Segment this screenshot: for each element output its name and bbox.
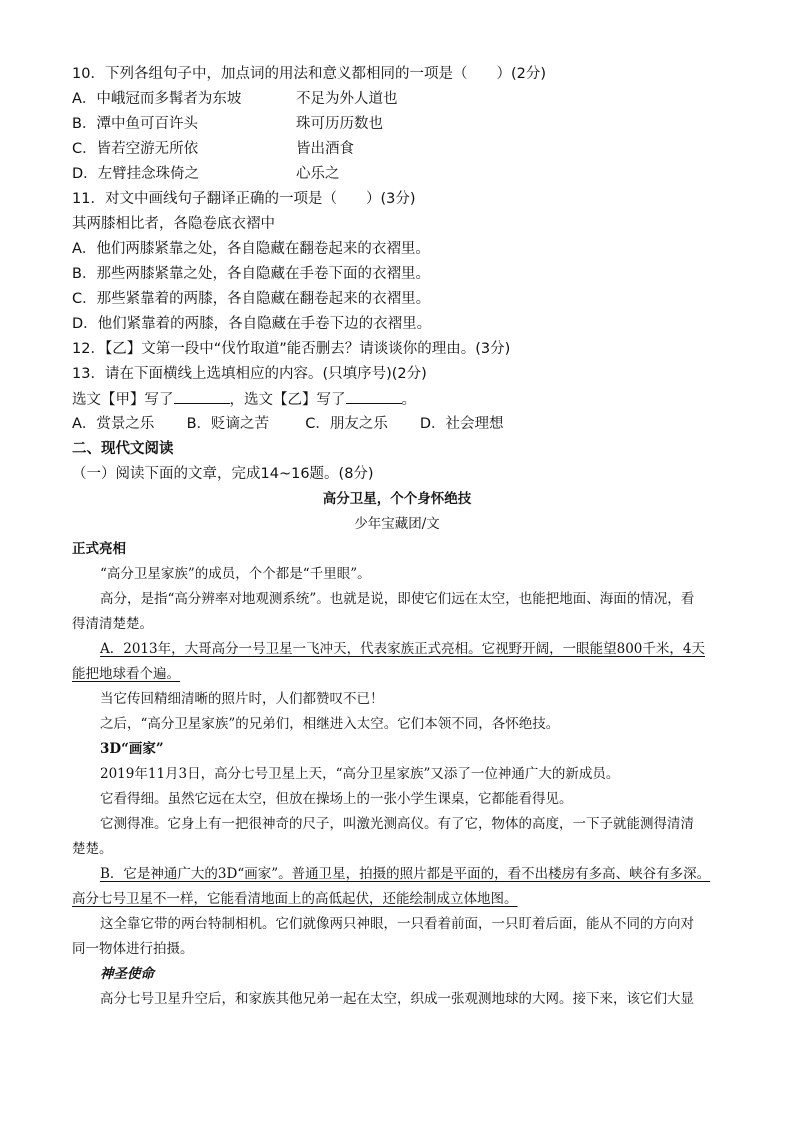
q10-option-c — [72, 139, 354, 159]
q10-option-d — [72, 164, 340, 184]
q11-option-d: D．他们紧靠着的两膝，各自隐藏在手卷下边的衣褶里。 — [72, 316, 432, 332]
option-a-right: 不足为外人道也 — [296, 91, 398, 107]
answer-blank-1[interactable] — [174, 389, 230, 404]
fill-text-1: 选文【甲】写了 — [72, 392, 174, 408]
section-heading: 二、现代文阅读 — [72, 441, 174, 457]
option-b-right: 珠可历历数也 — [296, 116, 383, 132]
choice-c: C．朋友之乐 — [305, 416, 388, 432]
option-b-left: B．潭中鱼可百许头 — [72, 116, 198, 132]
q13-choices — [72, 414, 504, 434]
fill-text-2: ，选文【乙】写了 — [229, 392, 346, 408]
subheading-mission: 神圣使命 — [100, 966, 154, 982]
underlined-paragraph-a: A．2013年，大哥高分一号卫星一飞冲天，代表家族正式亮相。它视野开阔，一眼能望800千米，4天 — [100, 641, 705, 657]
paragraph: 当它传回精细清晰的照片时，人们都赞叹不已！ — [100, 691, 384, 707]
paragraph-cont: 同一物体进行拍摄。 — [72, 941, 194, 957]
underlined-paragraph-b-cont: 高分七号卫星不一样，它能看清地面上的高低起伏，还能绘制成立体地图。 — [72, 891, 518, 907]
paragraph: 它测得准。它身上有一把很神奇的尺子，叫激光测高仪。有了它，物体的高度，一下子就能测得清清 — [100, 816, 694, 832]
option-c-left: C．皆若空游无所依 — [72, 141, 199, 157]
choice-d: D．社会理想 — [419, 416, 504, 432]
answer-blank-2[interactable] — [346, 389, 402, 404]
q11-option-a: A．他们两膝紧靠之处，各自隐藏在翻卷起来的衣褶里。 — [72, 241, 430, 257]
paragraph-cont: 得清清楚楚。 — [72, 616, 153, 632]
article-author: 少年宝藏团/文 — [354, 516, 440, 532]
paragraph: “高分卫星家族”的成员，个个都是“千里眼”。 — [100, 566, 371, 582]
paragraph: 这全靠它带的两台特制相机。它们就像两只神眼，一只看着前面，一只盯着后面，能从不同的方向对 — [100, 916, 694, 932]
option-d-left: D．左臂挂念珠倚之 — [72, 166, 200, 182]
q10-stem: 10．下列各组句子中，加点词的用法和意义都相同的一项是（ ）(2分) — [72, 66, 546, 82]
q13-stem: 13．请在下面横线上选填相应的内容。(只填序号)(2分) — [72, 366, 427, 382]
article-title: 高分卫星，个个身怀绝技 — [322, 491, 472, 507]
q10-option-a — [72, 89, 398, 109]
option-a-left: A．中峨冠而多髯者为东坡 — [72, 91, 242, 107]
option-d-right: 心乐之 — [296, 166, 340, 182]
fill-text-end: 。 — [401, 392, 416, 408]
q13-fill-line — [72, 389, 416, 410]
subheading-3d-painter: 3D“画家” — [100, 741, 164, 757]
paragraph: 2019年11月3日，高分七号卫星上天，“高分卫星家族”又添了一位神通广大的新成员。 — [100, 766, 620, 782]
choice-a: A．赏景之乐 — [72, 416, 155, 432]
paragraph: 之后，“高分卫星家族”的兄弟们，相继进入太空。它们本领不同，各怀绝技。 — [100, 716, 560, 732]
q11-option-b: B．那些两膝紧靠之处，各自隐藏在手卷下面的衣褶里。 — [72, 266, 430, 282]
choice-b: B．贬谪之苦 — [186, 416, 270, 432]
q11-option-c: C．那些紧靠着的两膝，各自隐藏在翻卷起来的衣褶里。 — [72, 291, 431, 307]
paragraph: 高分，是指“高分辨率对地观测系统”。也就是说，即使它们远在太空，也能把地面、海面的情况，看 — [100, 591, 695, 607]
subheading-debut: 正式亮相 — [72, 541, 126, 557]
paragraph: 高分七号卫星升空后，和家族其他兄弟一起在太空，织成一张观测地球的大网。接下来，该它们大显 — [100, 991, 694, 1007]
underlined-paragraph-b: B．它是神通广大的3D“画家”。普通卫星，拍摄的照片都是平面的，看不出楼房有多高、峡谷有多深。 — [100, 866, 711, 882]
q11-sentence: 其两膝相比者，各隐卷底衣褶中 — [72, 216, 275, 232]
section-intro: （一）阅读下面的文章，完成14~16题。(8分) — [72, 466, 374, 482]
q11-stem: 11．对文中画线句子翻译正确的一项是（ ）(3分) — [72, 191, 416, 207]
option-c-right: 皆出酒食 — [296, 141, 354, 157]
q12-stem: 12．【乙】文第一段中“伐竹取道”能否删去？请谈谈你的理由。(3分) — [72, 341, 511, 357]
underlined-paragraph-a-cont: 能把地球看个遍。 — [72, 666, 180, 682]
q10-option-b — [72, 114, 383, 134]
paragraph: 它看得细。虽然它远在太空，但放在操场上的一张小学生课桌，它都能看得见。 — [100, 791, 573, 807]
paragraph-cont: 楚楚。 — [72, 841, 113, 857]
